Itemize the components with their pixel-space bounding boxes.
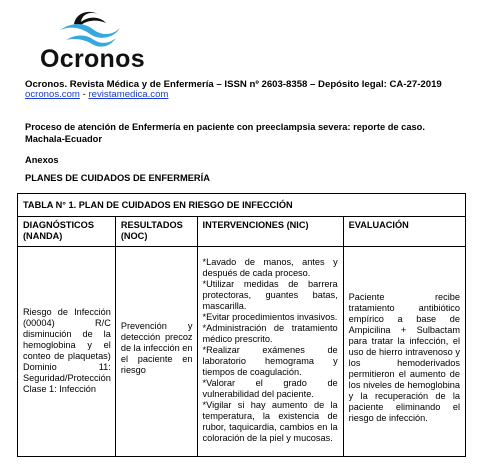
cell-diagnosticos: Riesgo de Infección (00004) R/C disminución de la hemoglobina y el conteo de plaquetas) Dominio 11: Seguridad/Protección Clase 1: Infección: [18, 247, 116, 457]
intervention-item: *Lavado de manos, antes y después de cada proceso.: [202, 257, 338, 278]
wave-logo-icon: [54, 10, 124, 50]
cell-resultados: Prevención y detección precoz de la infección en el paciente en riesgo: [115, 247, 197, 457]
revistamedica-link[interactable]: revistamedica.com: [88, 89, 169, 100]
care-plan-table: [17, 193, 466, 457]
cell-intervenciones: [197, 247, 343, 457]
cell-evaluacion: Paciente recibe tratamiento antibiótico empírico a base de Ampicilina + Sulbactam para tratar la infección, el uso de hierro intravenoso y los hemoderivados permitieron el aumento de los niveles de hemoglobina y la recuperación de la paciente eliminando el riesgo de infección.: [343, 247, 465, 457]
intervention-item: *Utilizar medidas de barrera protectoras, guantes batas, mascarilla.: [202, 279, 338, 311]
header-diagnosticos: DIAGNÓSTICOS (NANDA): [18, 217, 116, 247]
intervention-item: *Vigilar si hay aumento de la temperatura, la existencia de rubor, taquicardia, cambios en la coloración de la piel y mucosas.: [202, 400, 338, 443]
care-plans-heading: PLANES DE CUIDADOS DE ENFERMERÍA: [25, 173, 210, 183]
table-header-row: [18, 217, 466, 247]
ocronos-logo: [40, 10, 145, 73]
intervention-item: *Evitar procedimientos invasivos.: [202, 312, 338, 322]
header-resultados: RESULTADOS (NOC): [115, 217, 197, 247]
journal-info: Ocronos. Revista Médica y de Enfermería – ISSN nº 2603-8358 – Depósito legal: CA-27-2019: [25, 79, 442, 90]
table-row: [18, 247, 466, 457]
site-links: [25, 89, 168, 100]
intervention-item: *Valorar el grado de vulnerabilidad del paciente.: [202, 378, 338, 399]
logo-wordmark: Ocronos: [40, 45, 145, 73]
article-title: Proceso de atención de Enfermería en paciente con preeclampsia severa: reporte de caso. Machala-Ecuador: [25, 122, 425, 144]
ocronos-link[interactable]: ocronos.com: [25, 89, 80, 100]
section-label: Anexos: [25, 155, 59, 165]
header-intervenciones: INTERVENCIONES (NIC): [197, 217, 343, 247]
table-caption: TABLA N° 1. PLAN DE CUIDADOS EN RIESGO DE INFECCIÓN: [18, 194, 466, 217]
header-evaluacion: EVALUACIÓN: [343, 217, 465, 247]
intervention-item: *Administración de tratamiento médico prescrito.: [202, 323, 338, 344]
link-separator: -: [79, 89, 89, 100]
intervention-item: *Realizar exámenes de laboratorio hemograma y tiempos de coagulación.: [202, 345, 338, 377]
